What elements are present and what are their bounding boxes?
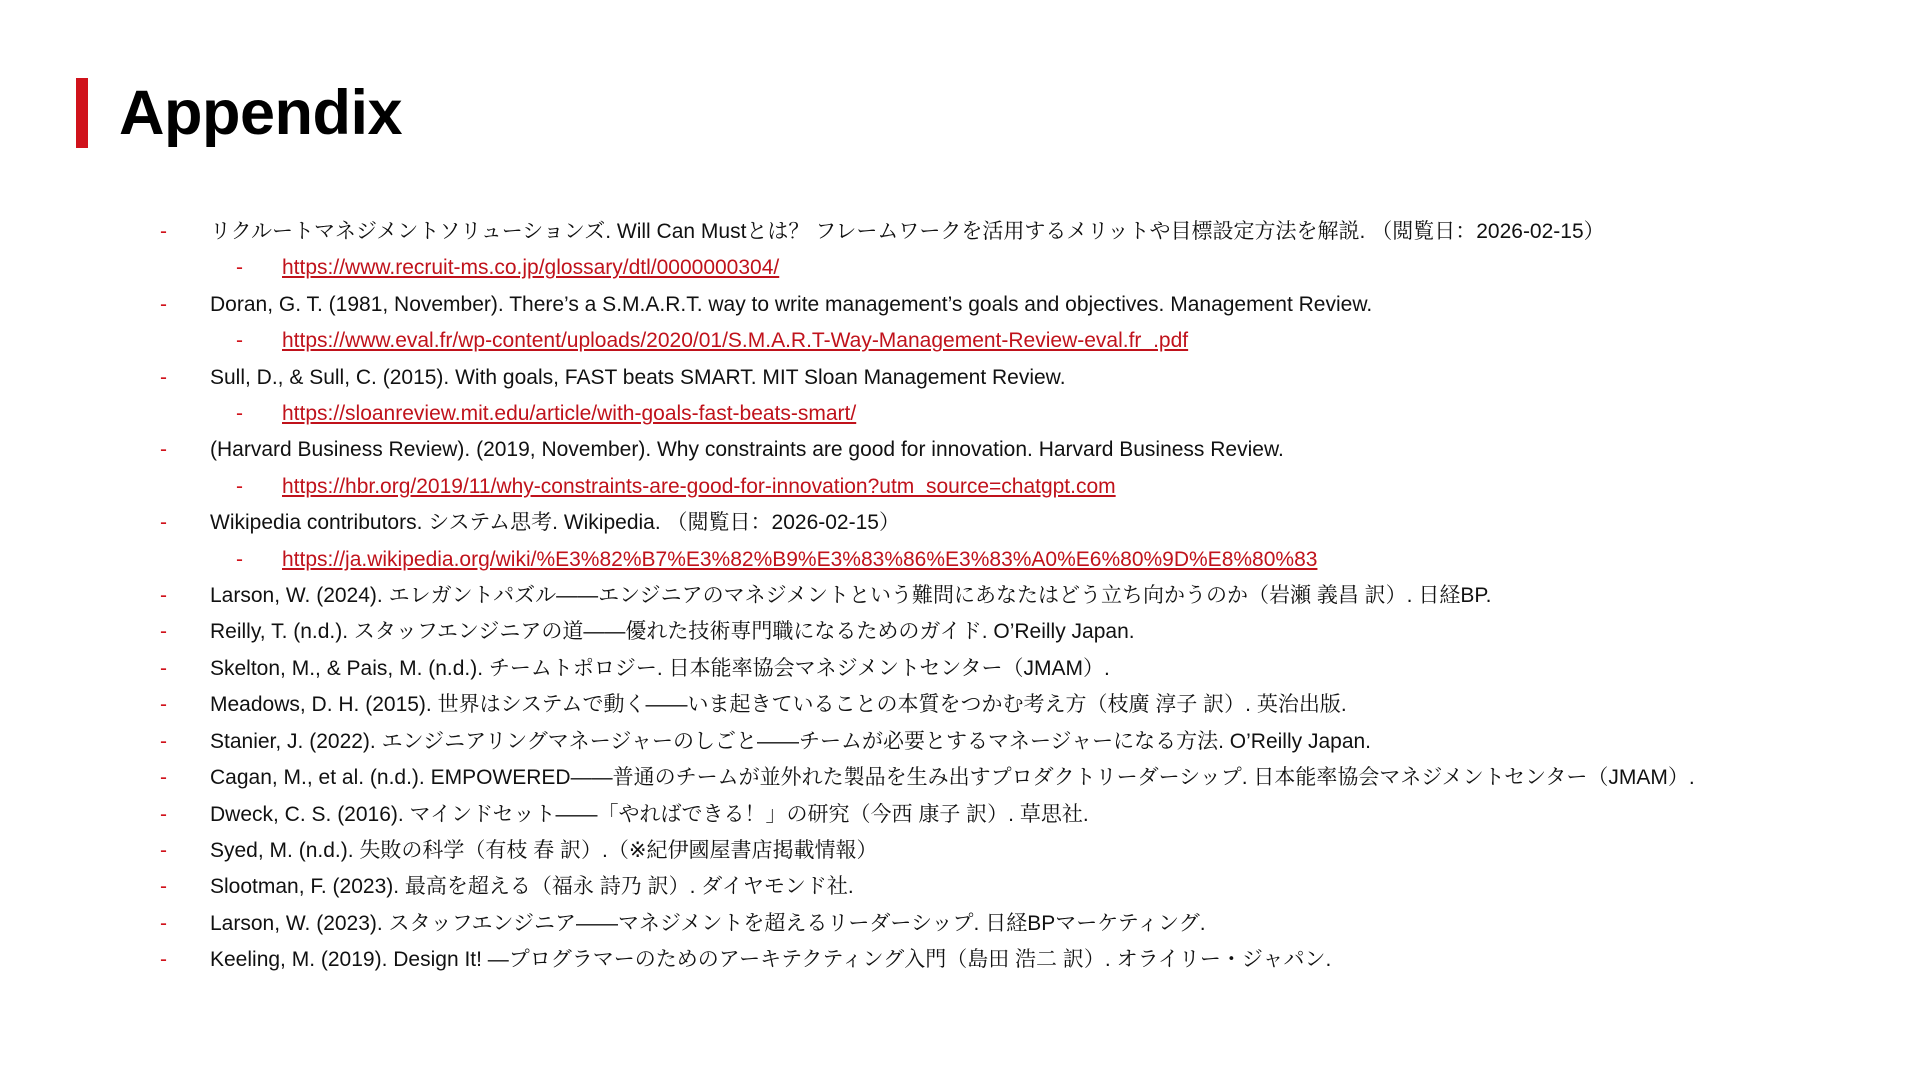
- reference-text: Syed, M. (n.d.). 失敗の科学（有枝 春 訳）.（※紀伊國屋書店掲載情報）: [210, 838, 878, 862]
- reference-text: Meadows, D. H. (2015). 世界はシステムで動く——いま起きていることの本質をつかむ考え方（枝廣 淳子 訳）. 英治出版.: [210, 693, 1347, 717]
- reference-item: [160, 505, 1760, 541]
- reference-link-item: [160, 396, 1760, 432]
- reference-url-link[interactable]: https://www.eval.fr/wp-content/uploads/2020/01/S.M.A.R.T-Way-Management-Review-eval.fr_.pdf: [282, 329, 1189, 353]
- reference-text: (Harvard Business Review). (2019, November). Why constraints are good for innovation. Harvard Business Review.: [210, 438, 1284, 462]
- bullet-dash: -: [160, 656, 167, 680]
- bullet-dash: -: [160, 875, 167, 899]
- bullet-dash: -: [160, 220, 167, 243]
- reference-item: [160, 360, 1760, 396]
- bullet-dash: -: [160, 365, 167, 389]
- bullet-dash: -: [236, 329, 243, 353]
- reference-text: Slootman, F. (2023). 最高を超える（福永 詩乃 訳）. ダイヤモンド社.: [210, 875, 854, 899]
- reference-item: [160, 942, 1760, 978]
- reference-link-item: [160, 542, 1760, 578]
- reference-item: [160, 287, 1760, 323]
- bullet-dash: -: [160, 620, 167, 644]
- reference-text: Reilly, T. (n.d.). スタッフエンジニアの道——優れた技術専門職になるためのガイド. O’Reilly Japan.: [210, 620, 1135, 644]
- reference-url-link[interactable]: https://sloanreview.mit.edu/article/with-goals-fast-beats-smart/: [282, 402, 857, 426]
- reference-link-item: [160, 323, 1760, 359]
- bullet-dash: -: [160, 911, 167, 935]
- reference-item: [160, 833, 1760, 869]
- reference-item: [160, 214, 1760, 250]
- reference-url-link[interactable]: https://www.recruit-ms.co.jp/glossary/dtl/0000000304/: [282, 256, 780, 280]
- reference-item: [160, 724, 1760, 760]
- reference-url-link[interactable]: https://ja.wikipedia.org/wiki/%E3%82%B7%E3%82%B9%E3%83%86%E3%83%A0%E6%80%9D%E8%80%83: [282, 547, 1318, 571]
- bullet-dash: -: [160, 729, 167, 753]
- reference-text: Wikipedia contributors. システム思考. Wikipedia. （閲覧日：2026-02-15）: [210, 511, 900, 535]
- reference-text: Doran, G. T. (1981, November). There’s a S.M.A.R.T. way to write management’s goals and objectives. Management Review.: [210, 292, 1373, 316]
- bullet-dash: -: [160, 292, 167, 316]
- title-accent-bar: [76, 78, 88, 148]
- reference-text: Cagan, M., et al. (n.d.). EMPOWERED——普通のチームが並外れた製品を生み出すプロダクトリーダーシップ. 日本能率協会マネジメントセンター（JMAM）.: [210, 766, 1695, 790]
- bullet-dash: -: [160, 838, 167, 862]
- reference-text: Dweck, C. S. (2016). マインドセット——「やればできる！」の研究（今西 康子 訳）. 草思社.: [210, 802, 1089, 826]
- reference-text: Skelton, M., & Pais, M. (n.d.). チームトポロジー. 日本能率協会マネジメントセンター（JMAM）.: [210, 656, 1110, 680]
- reference-text: Larson, W. (2023). スタッフエンジニア——マネジメントを超えるリーダーシップ. 日経BPマーケティング.: [210, 911, 1206, 935]
- reference-text: Larson, W. (2024). エレガントパズル——エンジニアのマネジメントという難問にあなたはどう立ち向かうのか（岩瀬 義昌 訳）. 日経BP.: [210, 584, 1492, 608]
- reference-item: [160, 869, 1760, 905]
- reference-item: [160, 578, 1760, 614]
- reference-url-link[interactable]: https://hbr.org/2019/11/why-constraints-are-good-for-innovation?utm_source=chatgpt.com: [282, 474, 1116, 498]
- reference-link-item: [160, 250, 1760, 286]
- bullet-dash: -: [160, 948, 167, 972]
- bullet-dash: -: [236, 256, 243, 280]
- page-title: Appendix: [119, 78, 403, 148]
- reference-list: [160, 214, 1760, 979]
- reference-item: [160, 906, 1760, 942]
- reference-item: [160, 432, 1760, 468]
- bullet-dash: -: [236, 547, 243, 571]
- bullet-dash: -: [160, 766, 167, 790]
- reference-text: Keeling, M. (2019). Design It! —プログラマーのためのアーキテクティング入門（島田 浩二 訳）. オライリー・ジャパン.: [210, 948, 1332, 972]
- bullet-dash: -: [160, 693, 167, 717]
- bullet-dash: -: [160, 584, 167, 608]
- reference-text: Sull, D., & Sull, C. (2015). With goals, FAST beats SMART. MIT Sloan Management Review.: [210, 365, 1066, 389]
- reference-link-item: [160, 469, 1760, 505]
- reference-text: Stanier, J. (2022). エンジニアリングマネージャーのしごと——チームが必要とするマネージャーになる方法. O’Reilly Japan.: [210, 729, 1372, 753]
- reference-text: リクルートマネジメントソリューションズ. Will Can Mustとは？ フレームワークを活用するメリットや目標設定方法を解説. （閲覧日：2026-02-15）: [210, 220, 1605, 243]
- bullet-dash: -: [160, 511, 167, 535]
- bullet-dash: -: [160, 802, 167, 826]
- reference-item: [160, 797, 1760, 833]
- reference-item: [160, 614, 1760, 650]
- reference-item: [160, 651, 1760, 687]
- reference-item: [160, 760, 1770, 796]
- bullet-dash: -: [236, 474, 243, 498]
- reference-item: [160, 687, 1760, 723]
- bullet-dash: -: [236, 402, 243, 426]
- bullet-dash: -: [160, 438, 167, 462]
